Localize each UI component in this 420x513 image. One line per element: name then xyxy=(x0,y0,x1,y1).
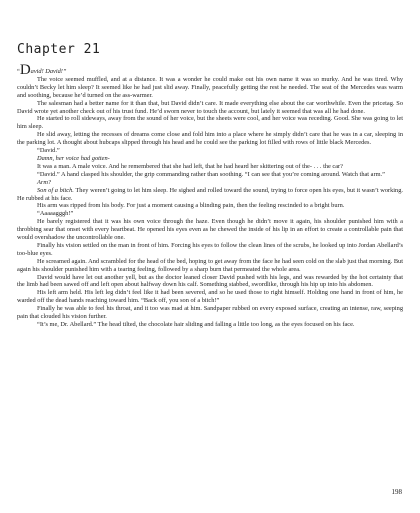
drop-cap: D xyxy=(19,62,31,78)
paragraph: He screamed again. And scrambled for the head of the bed, hoping to get away from the face he had seen cold on the slab just that morning. But again his shoulder punished him with a tearing feeling, followed by a sharp burn that permeated the whole area. xyxy=(17,257,403,273)
page-number: 198 xyxy=(391,488,402,496)
paragraph: “It’s me, Dr. Abellard.” The head tilted, the chocolate hair sliding and falling a little too long, as the eyes focused on his face. xyxy=(37,321,355,328)
paragraph: “David.” xyxy=(37,147,60,155)
paragraph: Son of a bitch. They weren’t going to let him sleep. He sighed and rolled toward the sound, trying to force open his eyes, but it wasn’t working. He rubbed at his face. xyxy=(17,186,403,202)
paragraph: “Aaaaagggh!” xyxy=(37,210,74,218)
paragraph: His arm was ripped from his body. For just a moment causing a blinding pain, then the feeling rescinded to a bright burn. xyxy=(37,202,345,210)
opening-text: avid! David!” xyxy=(30,68,67,75)
paragraph: He barely registered that it was his own voice through the haze. Even though he didn’t move it again, his shoulder punished him with a throbbing sear that onset with every heartbeat. He opened his eyes even as he chewed the inside of his lip in an effort to create a controllable pain that would overshadow the uncontrollable one. xyxy=(17,218,403,242)
emphasis-text: Son of a bitch. xyxy=(37,186,74,194)
paragraph: The salesman had a better name for it than that, but David didn’t care. It made everything else about the car worthwhile. Even the pricetag. So David wrote yet another check out of his trust fund. He’d sworn never to touch the account, but lately it seemed that was all he had done. xyxy=(17,99,403,115)
paragraph: He slid away, letting the recesses of dreams come close and fold him into a place where he simply didn’t care that he was in a car, sleeping in the parking lot. A thought about hubcaps slipped through his head and he could see the parking lot filled with rows of little black Mercedes. xyxy=(17,131,403,147)
paragraph: Finally his vision settled on the man in front of him. Forcing his eyes to follow the clean lines of the scrubs, he looked up into Jordan Abellard’s too-blue eyes. xyxy=(17,241,403,257)
paragraph: David would have let out another yell, but as the doctor leaned closer David pushed with his legs, and was rewarded by the hot certainty that the limb had been sawed off and left open about halfway down his calf. Something stabbed, swordlike, through his hip up into his abdomen. xyxy=(17,273,403,289)
paragraph: Arm? xyxy=(37,178,52,186)
opening-quote: “ xyxy=(17,68,20,75)
paragraph: Damn, her voice had gotten- xyxy=(37,154,110,162)
chapter-body xyxy=(17,62,403,329)
opening-line xyxy=(17,62,403,78)
paragraph: “David.” A hand clasped his shoulder, the grip commanding rather than soothing. “I can see that you’re coming around. Watch that arm.” xyxy=(37,170,385,178)
paragraph: Finally he was able to feel his throat, and it too was mad at him. Sandpaper rubbed on every exposed surface, creating an intense, raw, seeping pain that clouded his vision further. xyxy=(17,305,403,321)
paragraph: The voice seemed muffled, and at a distance. It was a wonder he could make out his own name it was so murky. And he was tired. Why couldn’t Becky let him sleep? It seemed like he had just slid away. Finally, peacefully getting the rest he needed. The seat of the Mercedes was warm and soothing, because he’d turned on the ass-warmer. xyxy=(17,75,403,99)
chapter-title: Chapter 21 xyxy=(17,42,101,57)
paragraph: He started to roll sideways, away from the sound of her voice, but the sheets were cool, and her voice was receding. Good. She was going to let him sleep. xyxy=(17,115,403,131)
paragraph: It was a man. A male voice. And he remembered that she had left, that he had heard her skittering out of the- . . . the car? xyxy=(37,162,343,170)
paragraph: His left arm held. His left leg didn’t feel like it had been severed, and so he used those to right himself. Holding one hand in front of him, he warded off the dead hands reaching toward him. “Back off, you son of a bitch!” xyxy=(17,289,403,305)
